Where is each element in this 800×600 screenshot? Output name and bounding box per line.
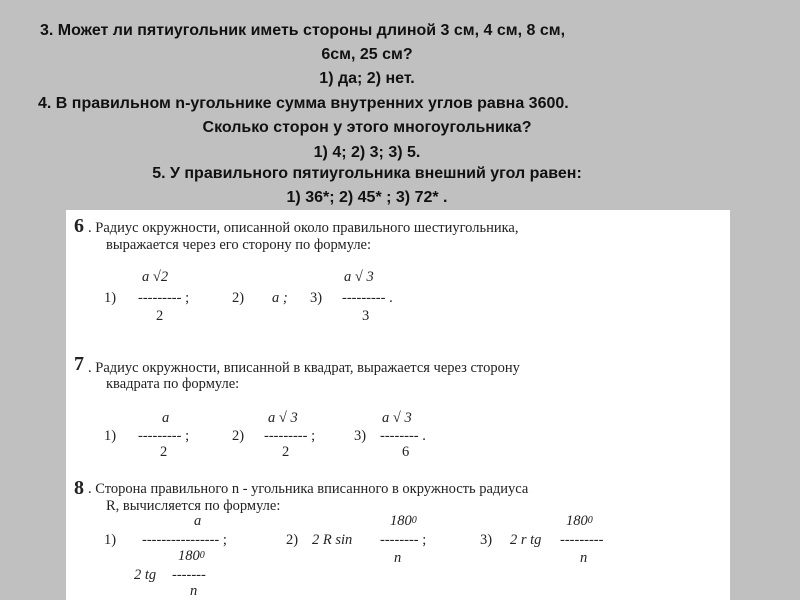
- q7-number: 7: [74, 353, 84, 375]
- q8-opt2-denominator: n: [394, 550, 402, 566]
- q4-options: 1) 4; 2) 3; 3) 5.: [313, 144, 421, 161]
- q5-options: 1) 36*; 2) 45* ; 3) 72* .: [286, 189, 448, 206]
- q6-opt1-numerator: a √2: [142, 269, 169, 285]
- q8-opt2-expr: 2 R sin: [312, 532, 353, 548]
- q8-opt3-num-value: 180: [566, 513, 588, 529]
- q6-opt3-denominator: 3: [362, 308, 370, 324]
- q8-opt3-numerator: [566, 513, 593, 529]
- q8-opt2-numerator: [390, 513, 417, 529]
- q8-opt2-num-value: 180: [390, 513, 412, 529]
- q6-number: 6: [74, 215, 84, 237]
- scanned-worksheet: [66, 210, 730, 600]
- q7-opt2-denominator: 2: [282, 444, 290, 460]
- q8-opt3-denominator: n: [580, 550, 588, 566]
- degree-mark: 0: [411, 515, 417, 526]
- q8-number: 8: [74, 477, 84, 499]
- q8-opt1-den-n: n: [190, 583, 198, 599]
- q8-opt1-den-bar: -------: [172, 567, 206, 583]
- q8-opt1-bar: ---------------- ;: [142, 532, 227, 548]
- q8-opt1-den-value: 180: [178, 548, 200, 564]
- q7-opt1-bar: --------- ;: [138, 428, 190, 444]
- q4-line2: Сколько сторон у этого многоугольника?: [202, 119, 532, 136]
- q7-opt2-bar: --------- ;: [264, 428, 316, 444]
- q8-opt1-label: 1): [104, 532, 117, 548]
- q8-opt2-label: 2): [286, 532, 299, 548]
- degree-mark: 0: [199, 550, 205, 561]
- q8-opt1-numerator: a: [194, 513, 202, 529]
- q8-opt3-bar: ---------: [560, 532, 604, 548]
- q6-opt1-denominator: 2: [156, 308, 164, 324]
- q7-text-line1: . Радиус окружности, вписанной в квадрат, выражается через сторону: [88, 360, 520, 376]
- q7-opt3-label: 3): [354, 428, 367, 444]
- q6-opt1-label: 1): [104, 290, 117, 306]
- q3-line2: 6см, 25 см?: [321, 46, 413, 63]
- q6-opt1-bar: --------- ;: [138, 290, 190, 306]
- q7-opt1-numerator: a: [162, 410, 170, 426]
- q6-text-line2: выражается через его сторону по формуле:: [106, 237, 372, 253]
- q8-opt1-den-expr: 2 tg: [134, 567, 157, 583]
- q6-opt2-value: a ;: [272, 290, 288, 306]
- q8-opt1-den-num: [178, 548, 205, 564]
- q6-opt2-label: 2): [232, 290, 245, 306]
- questions-block: [0, 0, 800, 210]
- degree-mark: 0: [587, 515, 593, 526]
- q8-text-line2: R, вычисляется по формуле:: [106, 498, 281, 514]
- q6-text-line1: . Радиус окружности, описанной около правильного шестиугольника,: [88, 220, 519, 236]
- q6-opt3-numerator: a √ 3: [344, 269, 374, 285]
- q7-opt1-denominator: 2: [160, 444, 168, 460]
- q3-line1: 3. Может ли пятиугольник иметь стороны длиной 3 см, 4 см, 8 см,: [40, 22, 566, 39]
- q7-opt2-numerator: a √ 3: [268, 410, 298, 426]
- q8-opt2-bar: -------- ;: [380, 532, 427, 548]
- q7-opt1-label: 1): [104, 428, 117, 444]
- q7-opt3-numerator: a √ 3: [382, 410, 412, 426]
- q6-opt3-label: 3): [310, 290, 323, 306]
- q4-line1: 4. В правильном n-угольнике сумма внутренних углов равна 3600.: [38, 95, 569, 112]
- q7-opt3-bar: -------- .: [380, 428, 426, 444]
- q3-options: 1) да; 2) нет.: [319, 70, 415, 87]
- q7-text-line2: квадрата по формуле:: [106, 376, 240, 392]
- q8-text-line1: . Сторона правильного n - угольника вписанного в окружность радиуса: [88, 481, 529, 497]
- q8-opt3-expr: 2 r tg: [510, 532, 542, 548]
- q6-opt3-bar: --------- .: [342, 290, 393, 306]
- q7-opt2-label: 2): [232, 428, 245, 444]
- q7-opt3-denominator: 6: [402, 444, 410, 460]
- q8-opt3-label: 3): [480, 532, 493, 548]
- q5-line1: 5. У правильного пятиугольника внешний угол равен:: [152, 165, 582, 182]
